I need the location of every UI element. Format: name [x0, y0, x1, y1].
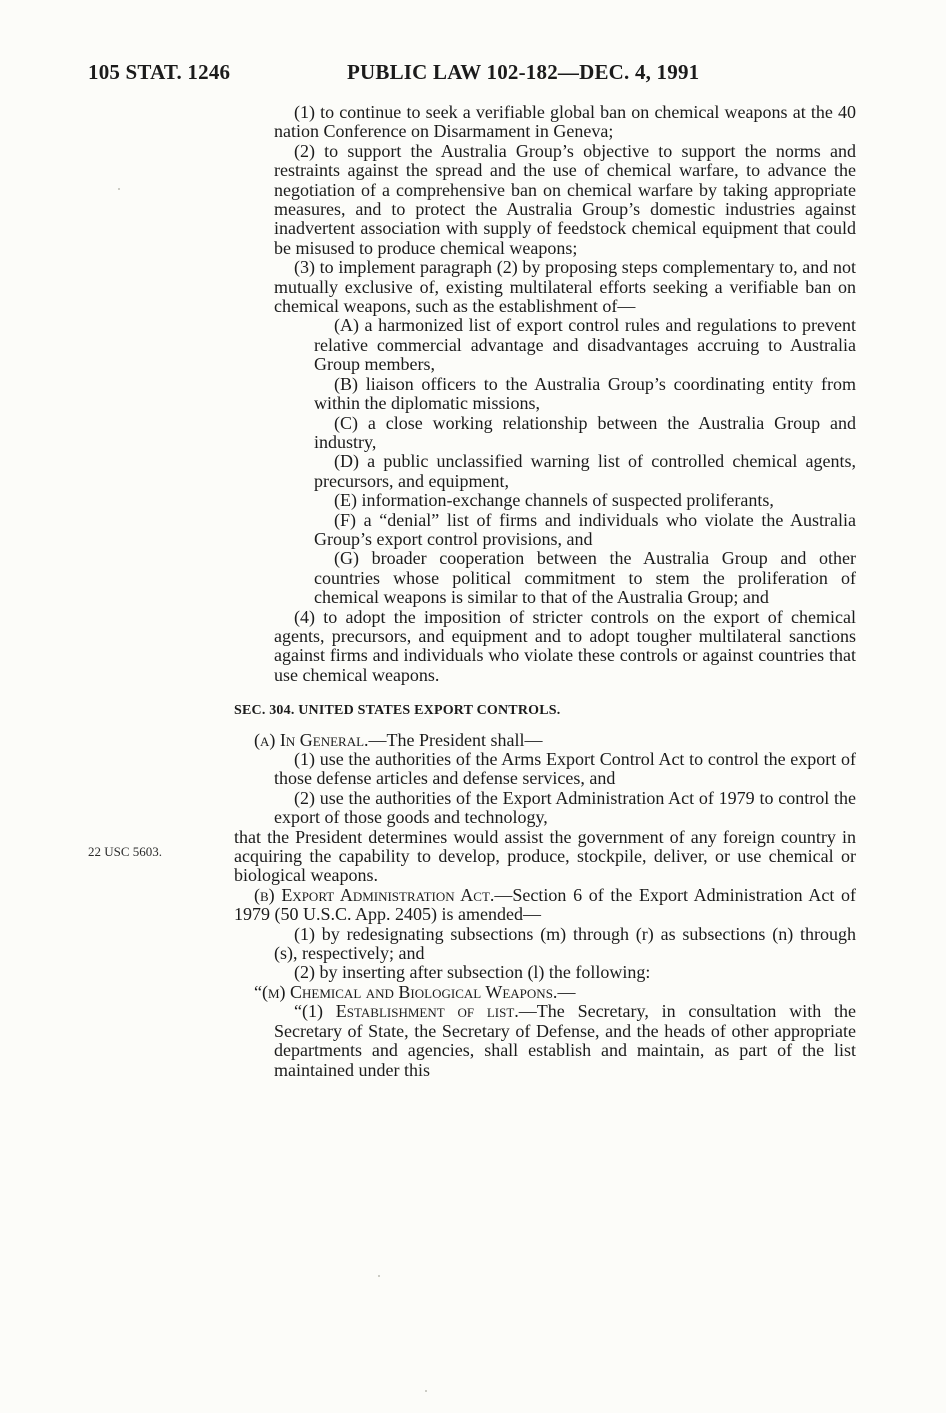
subsection-m-label: “(m) Chemical and Biological Weapons.	[254, 981, 558, 1002]
subsection-b	[234, 886, 856, 925]
subsection-a-2: (2) use the authorities of the Export Administration Act of 1979 to control the export of those goods and technology,	[274, 787, 856, 828]
subsection-a-1: (1) use the authorities of the Arms Export Control Act to control the export of those defense articles and defense services, and	[274, 749, 856, 789]
subsection-a-label: (a) In General.	[254, 729, 369, 750]
subparagraph-f: (F) a “denial” list of firms and individuals who violate the Australia Group’s export control provisions, and	[314, 509, 856, 549]
scan-speck	[378, 1275, 380, 1277]
subsection-m-1	[234, 1002, 856, 1080]
subsection-b-text: —Section 6 of the Export Administration Act of 1979 (50 U.S.C. App. 2405) is amended—	[234, 884, 856, 925]
subparagraph-g: (G) broader cooperation between the Australia Group and other countries whose political commitment to stem the proliferation of chemical weapons is similar to that of the Australia Group; and	[314, 548, 856, 608]
subparagraph-b: (B) liaison officers to the Australia Group’s coordinating entity from within the diplomatic missions,	[314, 373, 856, 414]
scan-speck	[118, 188, 120, 190]
paragraph-4: (4) to adopt the imposition of stricter controls on the export of chemical agents, precursors, and equipment and to adopt tougher multilateral sanctions against firms and individuals who violate these controls or against countries that use chemical weapons.	[274, 606, 856, 685]
subsection-a-tail: that the President determines would assist the government of any foreign country in acquiring the capability to develop, produce, stockpile, deliver, or use chemical or biological weapons.	[234, 826, 856, 886]
scan-speck	[425, 1390, 427, 1392]
subsection-m	[234, 983, 856, 1002]
paragraph-3: (3) to implement paragraph (2) by proposing steps complementary to, and not mutually exclusive of, existing multilateral efforts seeking a verifiable ban on chemical weapons, such as the establishment of—	[274, 257, 856, 317]
page-header	[88, 60, 868, 90]
subsection-a-text: —The President shall—	[368, 729, 543, 750]
subsection-b-1: (1) by redesignating subsections (m) through (r) as subsections (n) through (s), respectively; and	[274, 923, 856, 964]
subparagraph-d: (D) a public unclassified warning list of controlled chemical agents, precursors, and equipment,	[314, 451, 856, 491]
margin-citation: 22 USC 5603.	[88, 844, 163, 859]
subparagraph-c: (C) a close working relationship between the Australia Group and industry,	[314, 412, 856, 452]
folio: 105 STAT. 1246	[88, 60, 231, 84]
subsection-b-label: (b) Export Administration Act.	[254, 884, 495, 905]
subparagraph-a: (A) a harmonized list of export control rules and regulations to prevent relative commercial advantage and disadvantages accruing to Australia Group members,	[314, 315, 856, 375]
subparagraph-e: (E) information-exchange channels of suspected proliferants,	[334, 490, 774, 511]
subsection-m-1-text: —The Secretary, in consultation with the Secretary of State, the Secretary of Defense, and the heads of other appropriate departments and agencies, shall establish and maintain, as part of the list maintained under this	[274, 1001, 856, 1080]
subsection-m-text: —	[557, 981, 576, 1002]
section-heading: SEC. 304. UNITED STATES EXPORT CONTROLS.	[234, 703, 561, 719]
paragraph-2: (2) to support the Australia Group’s objective to support the norms and restraints against the spread and the use of chemical warfare, to advance the negotiation of a comprehensive ban on chemical warfare by taking appropriate measures, and to protect the Australia Group’s domestic industries against inadvertent association with supply of feedstock chemical equipment that could be misused to produce chemical weapons;	[274, 140, 856, 258]
subsection-m-1-label: “(1) Establishment of list.	[294, 1001, 519, 1022]
running-head: PUBLIC LAW 102-182—DEC. 4, 1991	[347, 60, 700, 84]
body-text	[234, 103, 856, 1080]
subsection-a	[234, 731, 856, 750]
subsection-b-2: (2) by inserting after subsection (l) the following:	[294, 962, 651, 983]
paragraph-1: (1) to continue to seek a verifiable global ban on chemical weapons at the 40 nation Conference on Disarmament in Geneva;	[274, 102, 856, 142]
